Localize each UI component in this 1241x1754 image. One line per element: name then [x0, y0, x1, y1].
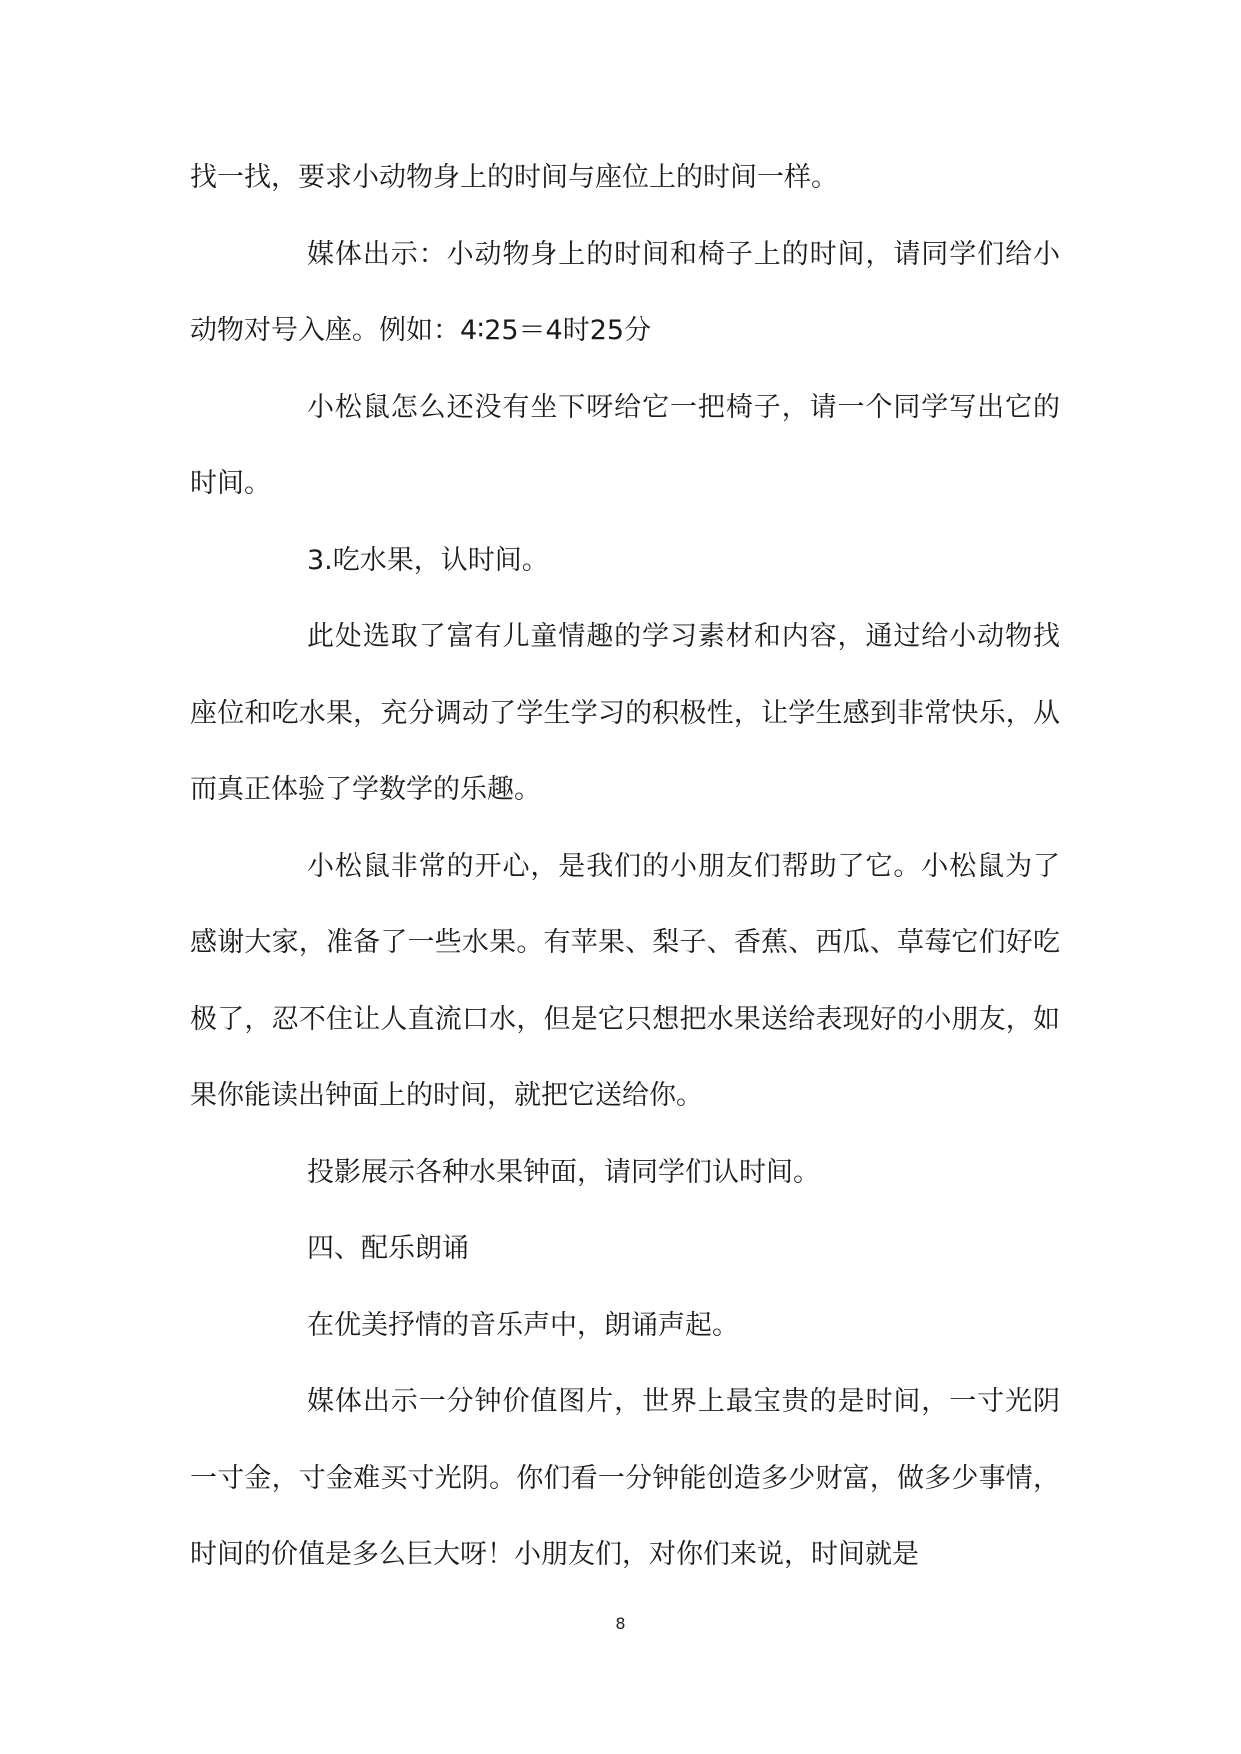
paragraph-3: 小松鼠怎么还没有坐下呀给它一把椅子，请一个同学写出它的时间。 [190, 391, 1060, 499]
paragraph-1: 找一找，要求小动物身上的时间与座位上的时间一样。 [190, 162, 838, 193]
body-text [190, 140, 1060, 1594]
paragraph-10: 媒体出示一分钟价值图片，世界上最宝贵的是时间，一寸光阴一寸金，寸金难买寸光阴。你们看一分钟能创造多少财富，做多少事情，时间的价值是多么巨大呀！小朋友们，对你们来说，时间就是 [190, 1386, 1060, 1570]
paragraph-6: 小松鼠非常的开心，是我们的小朋友们帮助了它。小松鼠为了感谢大家，准备了一些水果。有苹果、梨子、香蕉、西瓜、草莓它们好吃极了，忍不住让人直流口水，但是它只想把水果送给表现好的小朋友，如果你能读出钟面上的时间，就把它送给你。 [190, 850, 1060, 1111]
paragraph-2: 媒体出示：小动物身上的时间和椅子上的时间，请同学们给小动物对号入座。例如：4∶25＝4时25分 [190, 238, 1060, 346]
paragraph-9: 在优美抒情的音乐声中，朗诵声起。 [307, 1309, 739, 1341]
paragraph-8-heading: 四、配乐朗诵 [307, 1233, 469, 1264]
paragraph-4-heading: 3.吃水果，认时间。 [307, 544, 549, 576]
paragraph-5: 此处选取了富有儿童情趣的学习素材和内容，通过给小动物找座位和吃水果，充分调动了学生学习的积极性，让学生感到非常快乐，从而真正体验了学数学的乐趣。 [190, 621, 1060, 805]
page-number: 8 [615, 1614, 626, 1633]
paragraph-7: 投影展示各种水果钟面，请同学们认时间。 [307, 1156, 820, 1188]
